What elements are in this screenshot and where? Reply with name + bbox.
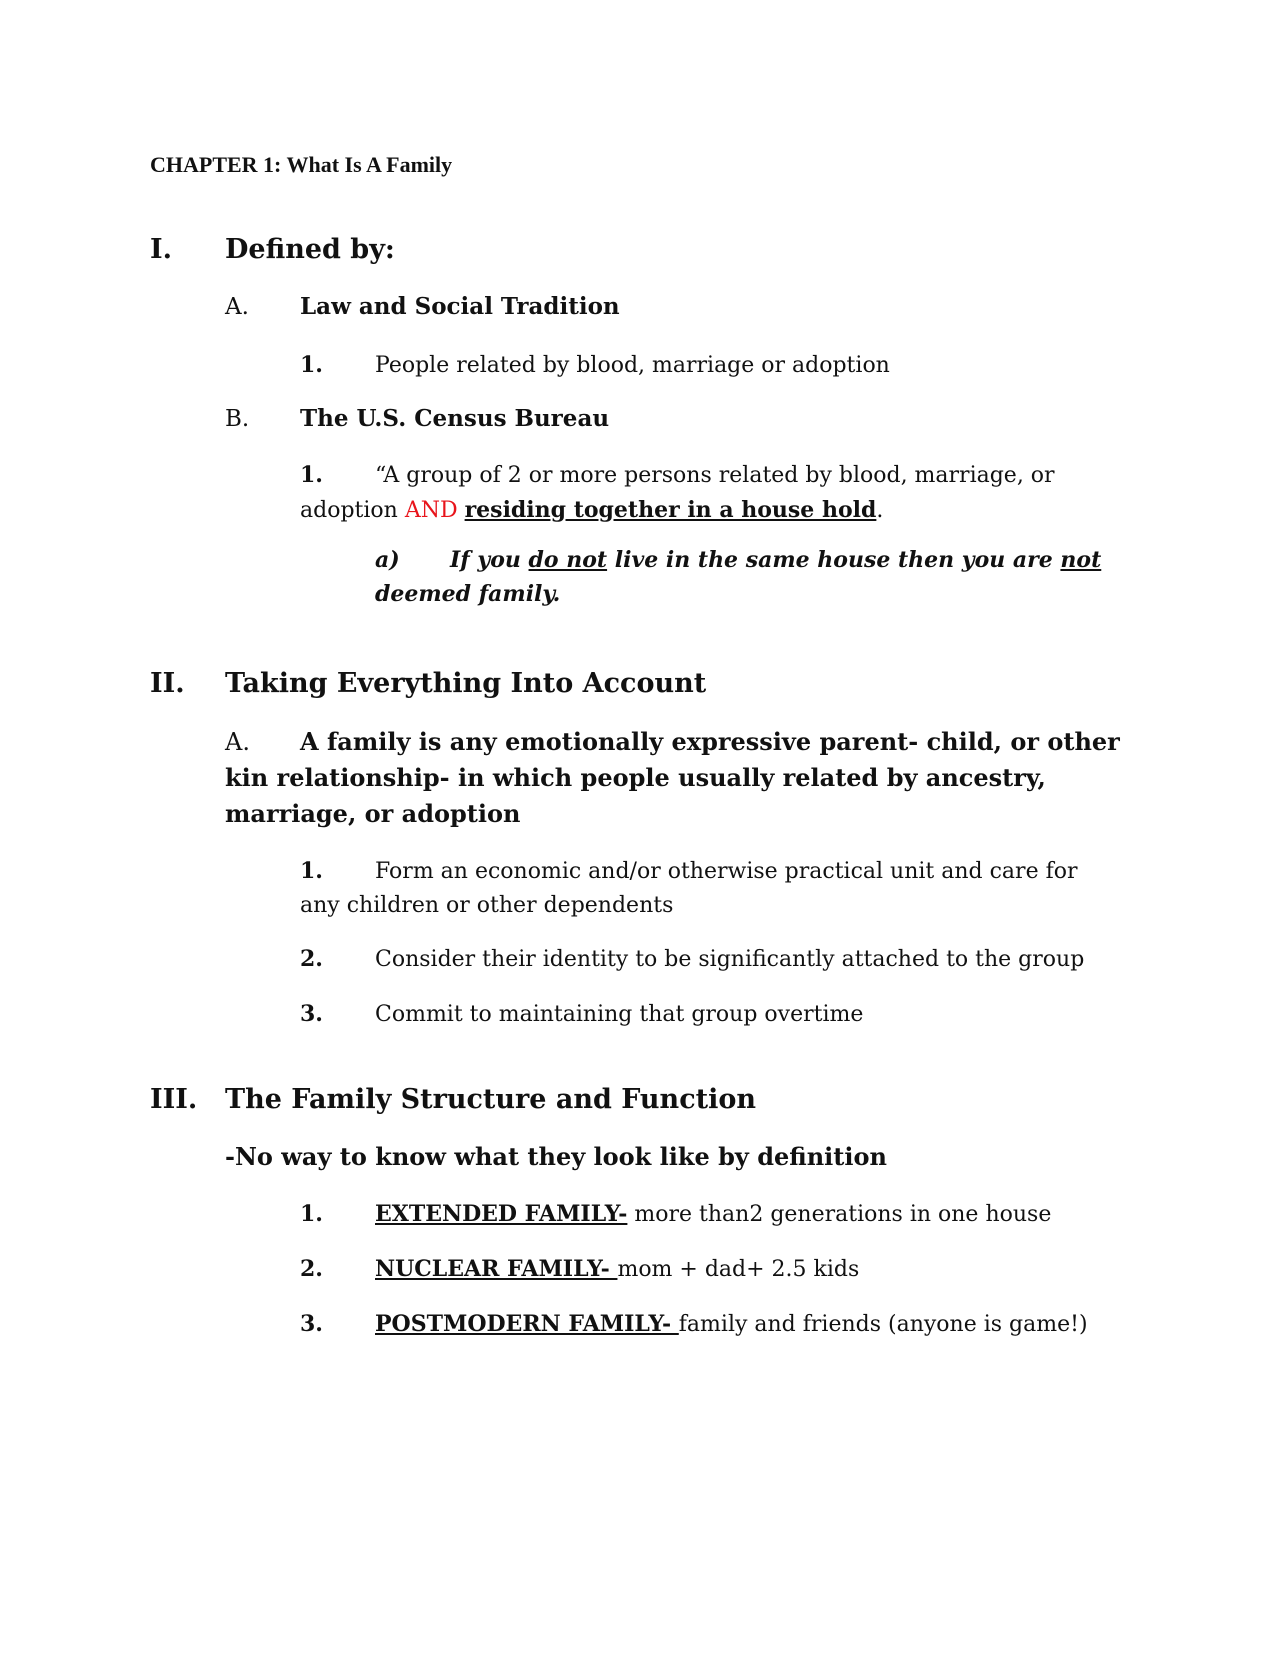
item-number: 2. [300,1256,323,1282]
subheading-label: Law and Social Tradition [300,293,620,320]
item-number: 3. [300,1311,323,1337]
item-text: mom + dad+ 2.5 kids [617,1257,860,1282]
section-heading-i [150,234,395,265]
item-number: 1. [300,462,323,488]
item-number: 1. [300,352,323,378]
household-emphasis: residing together in a house hold [464,497,877,523]
list-item [300,854,1090,923]
family-definition [225,724,1125,832]
item-text: more than2 generations in one house [627,1202,1052,1227]
section-title: Defined by: [225,234,395,265]
item-text: People related by blood, marriage or adoption [375,353,890,378]
subitem-text: live in the same house then you are [607,547,1061,573]
subheading-letter: B. [225,406,250,432]
family-type-term: NUCLEAR FAMILY- [375,1256,618,1282]
item-number: 1. [300,858,323,884]
chapter-title: CHAPTER 1: What Is A Family [150,152,453,177]
subheading-label: The U.S. Census Bureau [300,405,610,432]
item-number: 3. [300,1001,323,1027]
section-numeral: III. [150,1084,198,1115]
section-title: The Family Structure and Function [225,1084,756,1115]
subitem-text: If you [450,547,529,573]
section-title: Taking Everything Into Account [225,668,707,699]
family-type-term: EXTENDED FAMILY- [375,1201,628,1227]
structure-note: -No way to know what they look like by definition [225,1142,887,1171]
list-item [300,1252,859,1287]
subheading-law-tradition [225,293,620,320]
list-item [300,1307,1088,1342]
item-text: Commit to maintaining that group overtime [375,1002,864,1027]
list-item [300,348,890,383]
subheading-letter: A. [225,728,250,756]
list-item [300,1197,1051,1232]
and-emphasis: AND [404,498,458,523]
item-text: family and friends (anyone is game!) [678,1312,1088,1337]
section-heading-ii [150,668,706,699]
census-definition-item [300,458,1130,528]
not-emphasis: not [1060,547,1102,573]
subheading-letter: A. [225,294,249,320]
census-note-subitem [375,543,1130,611]
do-not-emphasis: do not [528,547,608,573]
family-type-term: POSTMODERN FAMILY- [375,1311,679,1337]
item-number: 1. [300,1201,323,1227]
list-item [300,942,1084,977]
item-text: Consider their identity to be significantly attached to the group [375,947,1085,972]
list-item [300,997,863,1032]
item-number: 2. [300,946,323,972]
subitem-text: deemed family. [375,581,561,607]
spacer-text [458,498,465,523]
definition-text: A family is any emotionally expressive parent- child, or other kin relationship- in which people usually related by ancestry, marriage, or adoption [225,727,1120,828]
subitem-letter: a) [375,547,400,573]
period-text: . [876,498,884,523]
item-text: Form an economic and/or otherwise practical unit and care for any children or other dependents [300,859,1078,918]
item-text: “A group of 2 or more persons related by blood, marriage, or adoption [300,463,1055,523]
section-numeral: I. [150,234,173,265]
section-numeral: II. [150,668,185,699]
section-heading-iii [150,1084,756,1115]
subheading-census-bureau [225,405,609,432]
